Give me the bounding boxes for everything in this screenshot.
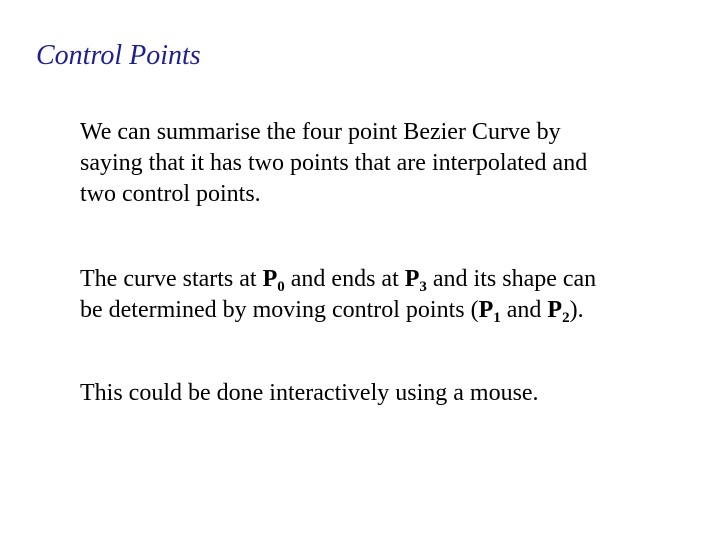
slide-title: Control Points [36, 40, 201, 71]
text-segment: and its shape can [426, 266, 597, 292]
point-letter: P [262, 266, 278, 292]
paragraph-line: This could be done interactively using a mouse. [80, 380, 539, 406]
point-subscript: 3 [419, 279, 427, 295]
point-p2 [547, 297, 570, 326]
point-subscript: 0 [277, 279, 285, 295]
text-segment: be determined by moving control points ( [80, 297, 479, 323]
point-p3 [404, 266, 427, 295]
point-subscript: 2 [562, 310, 570, 326]
paragraph-line: saying that it has two points that are interpolated and [80, 150, 588, 176]
paragraph-curve-endpoints [80, 264, 680, 326]
text-segment: and ends at [284, 266, 405, 292]
point-letter: P [404, 266, 420, 292]
paragraph-line: We can summarise the four point Bezier Curve by [80, 119, 561, 145]
point-letter: P [547, 297, 563, 323]
paragraph-line: two control points. [80, 181, 261, 207]
point-p1 [478, 297, 501, 326]
paragraph-bezier-summary [80, 117, 680, 210]
text-segment: and [500, 297, 548, 323]
point-letter: P [478, 297, 494, 323]
text-segment: ). [569, 297, 584, 323]
paragraph-interactive-note [80, 378, 680, 409]
paragraph-line [80, 295, 680, 326]
paragraph-line [80, 264, 680, 295]
text-segment: The curve starts at [80, 266, 263, 292]
point-p0 [262, 266, 285, 295]
point-subscript: 1 [493, 310, 501, 326]
